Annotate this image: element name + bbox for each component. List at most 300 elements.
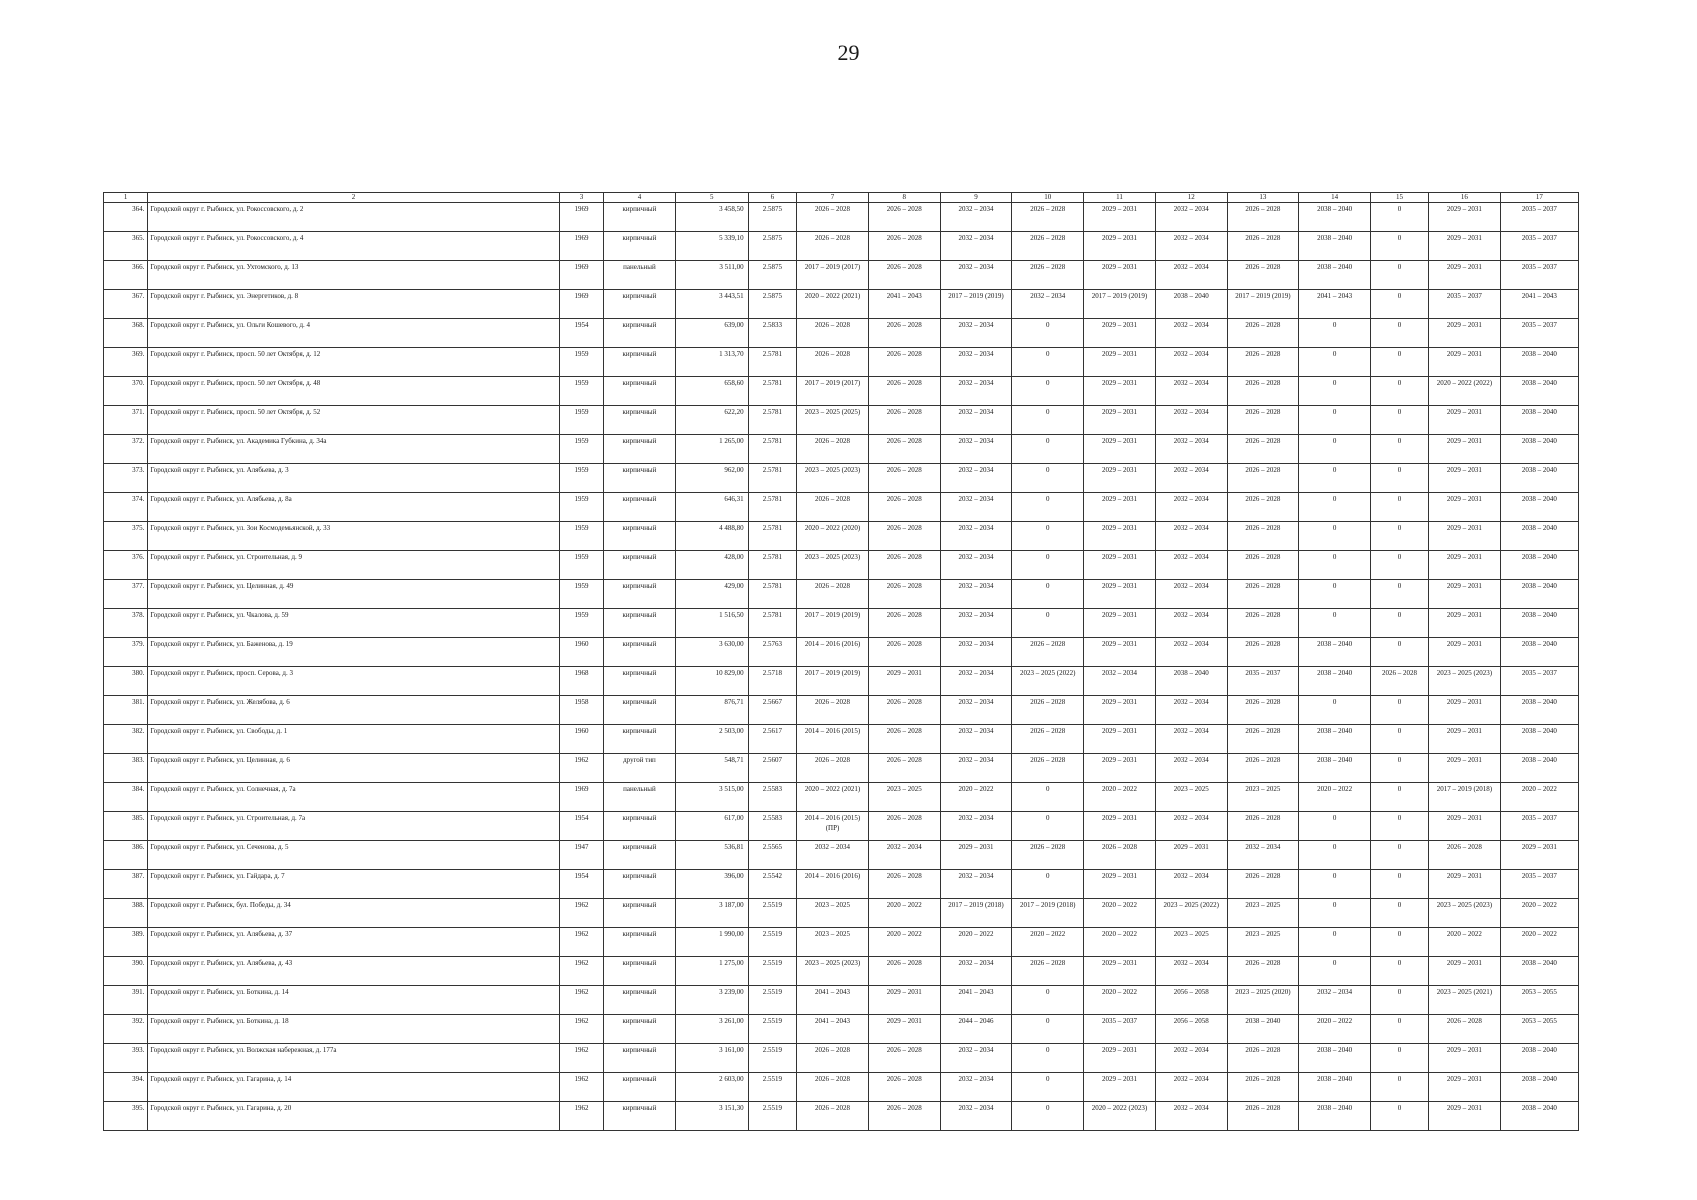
table-cell: 2035 – 2037 — [1500, 870, 1578, 899]
table-row — [104, 348, 1579, 377]
table-cell: 3 443,51 — [675, 290, 748, 319]
table-cell: 0 — [1371, 899, 1429, 928]
table-cell: 2023 – 2025 — [797, 899, 869, 928]
table-cell: 2032 – 2034 — [1155, 609, 1227, 638]
table-cell: 2029 – 2031 — [1084, 319, 1156, 348]
table-cell: 2032 – 2034 — [1155, 870, 1227, 899]
table-cell: 1962 — [559, 928, 603, 957]
table-cell: 1959 — [559, 435, 603, 464]
table-cell: 2026 – 2028 — [797, 1102, 869, 1131]
table-cell: 2038 – 2040 — [1500, 522, 1578, 551]
table-cell: 1 990,00 — [675, 928, 748, 957]
column-header: 3 — [559, 193, 603, 203]
table-cell: 2023 – 2025 (2023) — [1429, 667, 1501, 696]
table-cell: 2026 – 2028 — [797, 1044, 869, 1073]
table-cell: 1962 — [559, 986, 603, 1015]
table-cell: 2.5519 — [748, 1073, 797, 1102]
table-cell: 2026 – 2028 — [1012, 638, 1084, 667]
table-cell: 2032 – 2034 — [940, 812, 1012, 841]
table-cell: 0 — [1371, 522, 1429, 551]
table-cell: 395. — [104, 1102, 148, 1131]
table-cell: 2020 – 2022 — [1299, 783, 1371, 812]
table-cell: 2038 – 2040 — [1500, 551, 1578, 580]
table-cell: 392. — [104, 1015, 148, 1044]
table-cell: 1959 — [559, 464, 603, 493]
table-cell: 366. — [104, 261, 148, 290]
column-header: 6 — [748, 193, 797, 203]
table-cell: 2026 – 2028 — [797, 754, 869, 783]
table-header-row — [104, 193, 1579, 203]
table-cell: 2029 – 2031 — [1429, 812, 1501, 841]
table-cell: 0 — [1371, 1015, 1429, 1044]
table-cell: 548,71 — [675, 754, 748, 783]
table-cell: 368. — [104, 319, 148, 348]
table-cell: 2029 – 2031 — [868, 667, 940, 696]
table-cell: Городской округ г. Рыбинск, ул. Чкалова, д. 59 — [148, 609, 559, 638]
table-cell: 2032 – 2034 — [940, 1102, 1012, 1131]
table-cell: 384. — [104, 783, 148, 812]
table-cell: Городской округ г. Рыбинск, ул. Ольги Кошевого, д. 4 — [148, 319, 559, 348]
table-cell: 0 — [1299, 899, 1371, 928]
table-row — [104, 1102, 1579, 1131]
table-cell: кирпичный — [604, 406, 676, 435]
table-cell: 377. — [104, 580, 148, 609]
table-cell: 2029 – 2031 — [1500, 841, 1578, 870]
table-cell: 0 — [1371, 928, 1429, 957]
table-cell: 1 516,50 — [675, 609, 748, 638]
table-cell: 2029 – 2031 — [1429, 696, 1501, 725]
table-cell: 2026 – 2028 — [797, 1073, 869, 1102]
table-cell: 2026 – 2028 — [1012, 232, 1084, 261]
table-cell: 2020 – 2022 — [868, 928, 940, 957]
table-cell: 2026 – 2028 — [1012, 725, 1084, 754]
table-cell: 2020 – 2022 — [940, 783, 1012, 812]
table-cell: 2032 – 2034 — [1155, 203, 1227, 232]
table-cell: 2026 – 2028 — [1227, 551, 1299, 580]
table-cell: 2035 – 2037 — [1227, 667, 1299, 696]
table-cell: 2026 – 2028 — [1227, 319, 1299, 348]
column-header: 11 — [1084, 193, 1156, 203]
table-row — [104, 319, 1579, 348]
table-cell: 2023 – 2025 (2020) — [1227, 986, 1299, 1015]
table-cell: 2041 – 2043 — [797, 1015, 869, 1044]
table-cell: 2026 – 2028 — [868, 609, 940, 638]
table-cell: кирпичный — [604, 319, 676, 348]
table-cell: 2038 – 2040 — [1500, 377, 1578, 406]
table-cell: 2032 – 2034 — [940, 319, 1012, 348]
table-cell: 10 829,00 — [675, 667, 748, 696]
table-cell: 2026 – 2028 — [1227, 638, 1299, 667]
table-cell: 2023 – 2025 — [1155, 928, 1227, 957]
table-cell: кирпичный — [604, 203, 676, 232]
table-cell: 2032 – 2034 — [940, 493, 1012, 522]
column-header: 8 — [868, 193, 940, 203]
table-cell: 389. — [104, 928, 148, 957]
table-cell: 2029 – 2031 — [1429, 1102, 1501, 1131]
table-cell: кирпичный — [604, 957, 676, 986]
table-cell: 2026 – 2028 — [797, 580, 869, 609]
table-cell: 1 313,70 — [675, 348, 748, 377]
table-cell: 2035 – 2037 — [1500, 667, 1578, 696]
column-header: 16 — [1429, 193, 1501, 203]
table-cell: Городской округ г. Рыбинск, ул. Рокоссовского, д. 4 — [148, 232, 559, 261]
table-cell: 2026 – 2028 — [868, 319, 940, 348]
table-cell: 0 — [1012, 406, 1084, 435]
table-cell: Городской округ г. Рыбинск, ул. Алябьева, д. 3 — [148, 464, 559, 493]
table-cell: 3 458,50 — [675, 203, 748, 232]
table-cell: 2029 – 2031 — [1084, 377, 1156, 406]
table-cell: 2029 – 2031 — [1429, 551, 1501, 580]
table-cell: 2026 – 2028 — [1012, 841, 1084, 870]
table-cell: 2026 – 2028 — [1227, 1102, 1299, 1131]
table-cell: 378. — [104, 609, 148, 638]
table-row — [104, 667, 1579, 696]
table-cell: 622,20 — [675, 406, 748, 435]
table-cell: 0 — [1012, 812, 1084, 841]
table-row — [104, 522, 1579, 551]
table-cell: 2.5583 — [748, 812, 797, 841]
table-cell: 2026 – 2028 — [1227, 725, 1299, 754]
table-cell: 367. — [104, 290, 148, 319]
table-cell: 2041 – 2043 — [868, 290, 940, 319]
table-cell: 2020 – 2022 — [1084, 783, 1156, 812]
table-cell: 0 — [1371, 464, 1429, 493]
table-cell: 2.5781 — [748, 522, 797, 551]
table-cell: 2020 – 2022 — [1500, 928, 1578, 957]
table-cell: кирпичный — [604, 1102, 676, 1131]
table-cell: 2023 – 2025 — [1155, 783, 1227, 812]
column-header: 12 — [1155, 193, 1227, 203]
table-cell: 617,00 — [675, 812, 748, 841]
table-cell: Городской округ г. Рыбинск, ул. Зои Космодемьянской, д. 33 — [148, 522, 559, 551]
table-cell: 2032 – 2034 — [940, 232, 1012, 261]
table-row — [104, 638, 1579, 667]
table-cell: 371. — [104, 406, 148, 435]
column-header: 17 — [1500, 193, 1578, 203]
table-cell: 0 — [1012, 783, 1084, 812]
table-cell: 2026 – 2028 — [1227, 435, 1299, 464]
table-cell: кирпичный — [604, 377, 676, 406]
table-cell: 2038 – 2040 — [1299, 667, 1371, 696]
table-cell: 1 265,00 — [675, 435, 748, 464]
table-cell: кирпичный — [604, 1044, 676, 1073]
table-cell: 2038 – 2040 — [1299, 1073, 1371, 1102]
table-cell: 0 — [1371, 754, 1429, 783]
table-cell: 2023 – 2025 (2022) — [1155, 899, 1227, 928]
table-cell: 2029 – 2031 — [1429, 754, 1501, 783]
table-cell: 381. — [104, 696, 148, 725]
table-cell: 2026 – 2028 — [1429, 841, 1501, 870]
table-cell: кирпичный — [604, 812, 676, 841]
table-cell: кирпичный — [604, 1073, 676, 1102]
table-cell: 2032 – 2034 — [797, 841, 869, 870]
table-cell: 0 — [1012, 609, 1084, 638]
table-cell: Городской округ г. Рыбинск, ул. Энергетиков, д. 8 — [148, 290, 559, 319]
table-cell: 0 — [1371, 232, 1429, 261]
table-cell: 2029 – 2031 — [1429, 1044, 1501, 1073]
table-cell: 2038 – 2040 — [1500, 725, 1578, 754]
column-header: 13 — [1227, 193, 1299, 203]
table-cell: 0 — [1371, 812, 1429, 841]
table-cell: 2029 – 2031 — [1429, 261, 1501, 290]
table-cell: 2.5781 — [748, 580, 797, 609]
table-cell: 2020 – 2022 — [1012, 928, 1084, 957]
table-cell: 2020 – 2022 — [1500, 899, 1578, 928]
table-cell: 0 — [1012, 1102, 1084, 1131]
table-cell: 0 — [1371, 203, 1429, 232]
table-cell: 0 — [1299, 928, 1371, 957]
table-cell: 2032 – 2034 — [940, 522, 1012, 551]
table-cell: 3 261,00 — [675, 1015, 748, 1044]
table-cell: 2020 – 2022 — [1084, 928, 1156, 957]
table-cell: Городской округ г. Рыбинск, ул. Целинная, д. 49 — [148, 580, 559, 609]
table-cell: 2026 – 2028 — [1012, 203, 1084, 232]
table-cell: 2035 – 2037 — [1084, 1015, 1156, 1044]
table-cell: 2023 – 2025 (2023) — [1429, 899, 1501, 928]
table-cell: 380. — [104, 667, 148, 696]
table-cell: 2035 – 2037 — [1500, 261, 1578, 290]
table-cell: Городской округ г. Рыбинск, просп. 50 лет Октября, д. 52 — [148, 406, 559, 435]
table-cell: 0 — [1299, 580, 1371, 609]
table-cell: 1969 — [559, 232, 603, 261]
table-cell: 2038 – 2040 — [1500, 638, 1578, 667]
table-row — [104, 377, 1579, 406]
table-cell: 876,71 — [675, 696, 748, 725]
table-cell: 2017 – 2019 (2018) — [940, 899, 1012, 928]
table-cell: Городской округ г. Рыбинск, ул. Академика Губкина, д. 34а — [148, 435, 559, 464]
table-cell: 3 515,00 — [675, 783, 748, 812]
table-cell: 2032 – 2034 — [940, 377, 1012, 406]
table-cell: 2029 – 2031 — [1084, 870, 1156, 899]
table-cell: 2026 – 2028 — [1227, 232, 1299, 261]
table-cell: 2.5519 — [748, 957, 797, 986]
table-cell: 0 — [1299, 841, 1371, 870]
table-cell: кирпичный — [604, 928, 676, 957]
table-cell: 2032 – 2034 — [940, 1073, 1012, 1102]
table-cell: Городской округ г. Рыбинск, ул. Ухтомского, д. 13 — [148, 261, 559, 290]
table-cell: кирпичный — [604, 986, 676, 1015]
table-cell: 1959 — [559, 551, 603, 580]
table-cell: 4 488,80 — [675, 522, 748, 551]
table-cell: 2032 – 2034 — [940, 696, 1012, 725]
table-cell: 1962 — [559, 1073, 603, 1102]
table-cell: 2026 – 2028 — [1084, 841, 1156, 870]
table-cell: 2026 – 2028 — [797, 435, 869, 464]
table-cell: 2023 – 2025 — [868, 783, 940, 812]
table-cell: кирпичный — [604, 232, 676, 261]
table-cell: 2029 – 2031 — [1084, 609, 1156, 638]
table-cell: 2029 – 2031 — [1084, 435, 1156, 464]
table-cell: 379. — [104, 638, 148, 667]
table-cell: 2029 – 2031 — [1429, 725, 1501, 754]
table-cell: 2017 – 2019 (2017) — [797, 377, 869, 406]
table-cell: 2038 – 2040 — [1299, 261, 1371, 290]
table-cell: 2029 – 2031 — [1429, 638, 1501, 667]
table-cell: 2.5781 — [748, 551, 797, 580]
table-cell: 0 — [1012, 493, 1084, 522]
table-cell: 2029 – 2031 — [1429, 406, 1501, 435]
table-cell: кирпичный — [604, 609, 676, 638]
table-cell: 2023 – 2025 — [1227, 899, 1299, 928]
table-cell: 2029 – 2031 — [1429, 319, 1501, 348]
table-cell: 2026 – 2028 — [868, 812, 940, 841]
table-cell: Городской округ г. Рыбинск, ул. Гагарина, д. 20 — [148, 1102, 559, 1131]
table-cell: 962,00 — [675, 464, 748, 493]
table-cell: 0 — [1299, 870, 1371, 899]
table-cell: 2032 – 2034 — [1155, 638, 1227, 667]
table-cell: 2026 – 2028 — [797, 696, 869, 725]
table-cell: 0 — [1371, 783, 1429, 812]
table-cell: 3 630,00 — [675, 638, 748, 667]
table-row — [104, 841, 1579, 870]
table-cell: 2029 – 2031 — [1084, 812, 1156, 841]
table-cell: 2017 – 2019 (2019) — [940, 290, 1012, 319]
table-cell: 2032 – 2034 — [1155, 580, 1227, 609]
table-cell: 2038 – 2040 — [1155, 290, 1227, 319]
table-cell: 428,00 — [675, 551, 748, 580]
column-header: 2 — [148, 193, 559, 203]
table-cell: 390. — [104, 957, 148, 986]
table-cell: 2038 – 2040 — [1500, 609, 1578, 638]
table-cell: 364. — [104, 203, 148, 232]
table-cell: 2026 – 2028 — [797, 203, 869, 232]
table-cell: 2020 – 2022 (2021) — [797, 783, 869, 812]
table-cell: 3 161,00 — [675, 1044, 748, 1073]
table-row — [104, 580, 1579, 609]
table-cell: 2044 – 2046 — [940, 1015, 1012, 1044]
table-row — [104, 232, 1579, 261]
table-cell: 2029 – 2031 — [1084, 638, 1156, 667]
table-cell: 2029 – 2031 — [1429, 870, 1501, 899]
table-cell: 2032 – 2034 — [1155, 377, 1227, 406]
table-cell: 1959 — [559, 493, 603, 522]
table-cell: 0 — [1012, 580, 1084, 609]
table-cell: 2038 – 2040 — [1500, 493, 1578, 522]
table-cell: 2026 – 2028 — [1227, 493, 1299, 522]
table-cell: 2038 – 2040 — [1500, 580, 1578, 609]
table-cell: 639,00 — [675, 319, 748, 348]
table-cell: 2026 – 2028 — [868, 493, 940, 522]
table-cell: 2.5519 — [748, 1102, 797, 1131]
table-cell: 2026 – 2028 — [1227, 522, 1299, 551]
table-cell: Городской округ г. Рыбинск, ул. Алябьева, д. 8а — [148, 493, 559, 522]
table-cell: 2.5718 — [748, 667, 797, 696]
table-cell: 2026 – 2028 — [868, 261, 940, 290]
table-cell: 370. — [104, 377, 148, 406]
table-cell: 2026 – 2028 — [868, 203, 940, 232]
table-cell: 2026 – 2028 — [1012, 696, 1084, 725]
table-cell: 2.5875 — [748, 261, 797, 290]
table-cell: 2032 – 2034 — [1227, 841, 1299, 870]
table-cell: 2032 – 2034 — [940, 348, 1012, 377]
table-cell: 383. — [104, 754, 148, 783]
table-cell: Городской округ г. Рыбинск, ул. Гайдара, д. 7 — [148, 870, 559, 899]
table-cell: 2032 – 2034 — [1012, 290, 1084, 319]
table-cell: 2023 – 2025 — [1227, 783, 1299, 812]
table-cell: кирпичный — [604, 899, 676, 928]
table-cell: 1962 — [559, 1015, 603, 1044]
table-cell: кирпичный — [604, 522, 676, 551]
table-cell: 2035 – 2037 — [1500, 203, 1578, 232]
table-cell: 375. — [104, 522, 148, 551]
table-cell: Городской округ г. Рыбинск, просп. 50 лет Октября, д. 48 — [148, 377, 559, 406]
table-cell: 2026 – 2028 — [868, 348, 940, 377]
table-cell: 2.5875 — [748, 203, 797, 232]
table-cell: 2.5565 — [748, 841, 797, 870]
table-cell: 2026 – 2028 — [1429, 1015, 1501, 1044]
table-cell: 386. — [104, 841, 148, 870]
table-cell: Городской округ г. Рыбинск, ул. Свободы, д. 1 — [148, 725, 559, 754]
table-cell: 0 — [1371, 377, 1429, 406]
table-cell: 2026 – 2028 — [868, 551, 940, 580]
table-cell: Городской округ г. Рыбинск, ул. Гагарина, д. 14 — [148, 1073, 559, 1102]
table-cell: 2026 – 2028 — [1227, 406, 1299, 435]
table-cell: Городской округ г. Рыбинск, ул. Целинная, д. 6 — [148, 754, 559, 783]
table-cell: кирпичный — [604, 1015, 676, 1044]
table-cell: 0 — [1012, 319, 1084, 348]
table-cell: 0 — [1371, 290, 1429, 319]
table-cell: 2026 – 2028 — [1227, 261, 1299, 290]
column-header: 15 — [1371, 193, 1429, 203]
table-cell: 0 — [1371, 580, 1429, 609]
table-cell: 646,31 — [675, 493, 748, 522]
table-cell: 2029 – 2031 — [1429, 522, 1501, 551]
table-cell: 2032 – 2034 — [940, 609, 1012, 638]
table-cell: 2029 – 2031 — [1155, 841, 1227, 870]
table-cell: кирпичный — [604, 841, 676, 870]
table-cell: 2.5781 — [748, 609, 797, 638]
table-cell: 2041 – 2043 — [1500, 290, 1578, 319]
table-row — [104, 406, 1579, 435]
table-cell: кирпичный — [604, 667, 676, 696]
table-cell: 2.5781 — [748, 493, 797, 522]
table-cell: 2032 – 2034 — [868, 841, 940, 870]
table-cell: 2029 – 2031 — [1084, 696, 1156, 725]
table-cell: 2026 – 2028 — [1227, 957, 1299, 986]
table-row — [104, 1073, 1579, 1102]
table-cell: 2020 – 2022 (2022) — [1429, 377, 1501, 406]
table-cell: 2026 – 2028 — [797, 493, 869, 522]
table-cell: 2026 – 2028 — [1227, 464, 1299, 493]
table-cell: 2026 – 2028 — [868, 1044, 940, 1073]
table-cell: 2029 – 2031 — [1429, 232, 1501, 261]
table-cell: 2029 – 2031 — [1429, 203, 1501, 232]
table-cell: 2029 – 2031 — [1084, 232, 1156, 261]
table-cell: Городской округ г. Рыбинск, ул. Волжская набережная, д. 177а — [148, 1044, 559, 1073]
table-cell: Городской округ г. Рыбинск, ул. Баженова, д. 19 — [148, 638, 559, 667]
table-cell: 2026 – 2028 — [797, 232, 869, 261]
table-cell: 2.5667 — [748, 696, 797, 725]
table-cell: 2026 – 2028 — [1227, 348, 1299, 377]
table-cell: 2017 – 2019 (2019) — [797, 667, 869, 696]
table-cell: 393. — [104, 1044, 148, 1073]
table-cell: 0 — [1371, 493, 1429, 522]
table-cell: 0 — [1371, 435, 1429, 464]
table-cell: Городской округ г. Рыбинск, ул. Алябьева, д. 37 — [148, 928, 559, 957]
table-cell: 0 — [1299, 493, 1371, 522]
table-cell: 0 — [1371, 551, 1429, 580]
table-row — [104, 899, 1579, 928]
table-cell: 2038 – 2040 — [1500, 464, 1578, 493]
table-cell: 2017 – 2019 (2019) — [1227, 290, 1299, 319]
table-row — [104, 812, 1579, 841]
table-cell: 2029 – 2031 — [1084, 203, 1156, 232]
table-cell: 0 — [1012, 870, 1084, 899]
table-cell: 2029 – 2031 — [1429, 1073, 1501, 1102]
table-cell: 2017 – 2019 (2017) — [797, 261, 869, 290]
table-cell: 2014 – 2016 (2016) — [797, 870, 869, 899]
table-cell: 0 — [1012, 551, 1084, 580]
